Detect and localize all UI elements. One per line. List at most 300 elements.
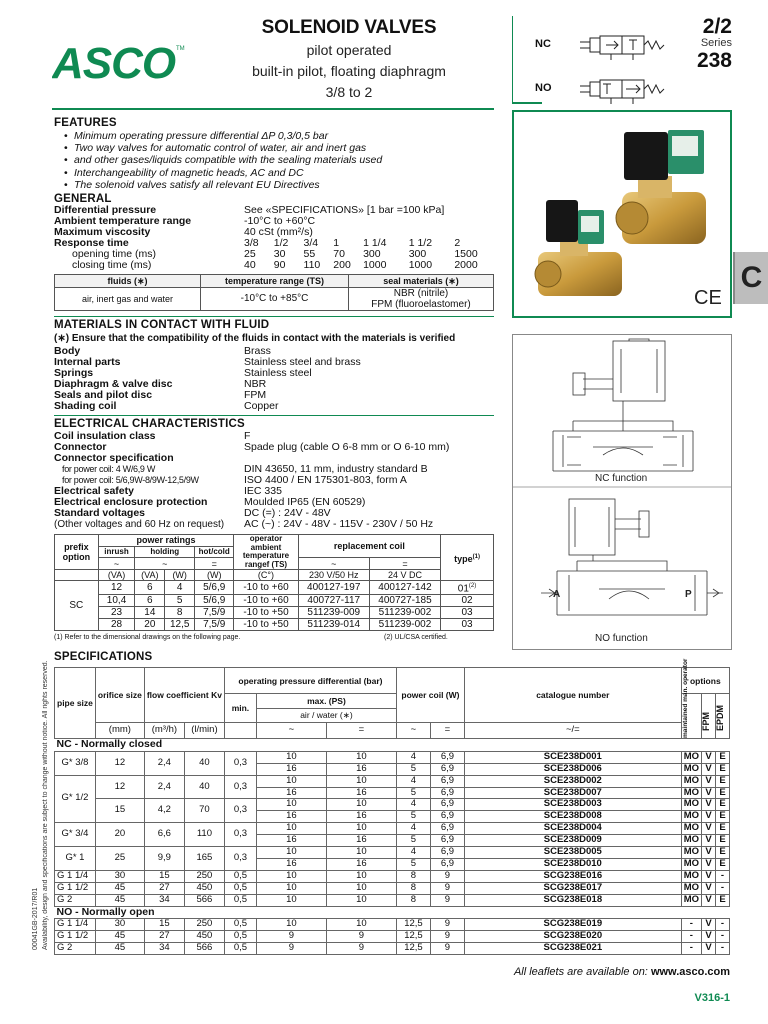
side-doccode: 00041GB-2017/R01 xyxy=(32,887,39,950)
material-value: Brass xyxy=(244,345,271,357)
prop-value: See «SPECIFICATIONS» [1 bar =100 kPa] xyxy=(244,204,445,216)
unit: ~ xyxy=(256,723,326,739)
valve-symbols xyxy=(512,22,682,106)
electrical-key: Connector specification xyxy=(54,452,174,464)
spec-value: G 1 1/2 xyxy=(55,931,96,943)
spec-value: 6,9 xyxy=(430,775,464,787)
electrical-key: for power coil: 5/6,9W-8/9W-12,5/9W xyxy=(62,475,199,485)
spec-value: 10 xyxy=(326,919,396,931)
electrical-value: Spade plug (cable O 6-8 mm or O 6-10 mm) xyxy=(244,441,450,453)
spec-value: 0,5 xyxy=(224,870,256,882)
th-holding: holding xyxy=(135,546,195,558)
side-disclaimer: Availability, design and specifications are subject to change without notice. All rights reserved. xyxy=(42,660,49,950)
option-flag: E xyxy=(716,763,730,775)
option-flag: - xyxy=(681,943,701,955)
coil-cell: -10 to +50 xyxy=(234,619,298,631)
option-flag: MO xyxy=(681,823,701,835)
spec-row xyxy=(55,823,730,835)
product-photo-frame xyxy=(512,110,732,318)
th-flow: flow coefficient Kv xyxy=(144,668,224,723)
materials-list xyxy=(54,346,494,412)
coil-cell: 23 xyxy=(98,607,135,619)
nc-label: NC xyxy=(535,38,551,50)
th-options: options xyxy=(681,668,729,694)
materials-heading: MATERIALS IN CONTACT WITH FLUID xyxy=(54,319,270,331)
spec-value: 4 xyxy=(396,847,430,859)
material-key: Diaphragm & valve disc xyxy=(54,378,173,390)
catalogue-number: SCG238E020 xyxy=(464,931,681,943)
th-operating: operating pressure differential (bar) xyxy=(224,668,396,694)
specs-table xyxy=(54,658,730,955)
asco-logo xyxy=(52,40,190,86)
catalogue-number: SCE238D002 xyxy=(464,775,681,787)
port-p-label: P xyxy=(685,589,692,600)
material-value: FPM xyxy=(244,389,267,401)
spec-value: 10 xyxy=(326,847,396,859)
temp-cell: -10°C to +85°C xyxy=(201,288,349,311)
prop-key: Differential pressure xyxy=(54,204,157,216)
spec-value: 9 xyxy=(430,919,464,931)
th-ambient: operator ambient temperature rangef (TS) xyxy=(234,535,298,570)
spec-value: 15 xyxy=(144,870,184,882)
spec-value: 5 xyxy=(396,835,430,847)
product-photo xyxy=(514,112,730,316)
electrical-key: Coil insulation class xyxy=(54,430,156,442)
spec-lmin: 165 xyxy=(184,847,224,871)
catalogue-number: SCE238D010 xyxy=(464,858,681,870)
type-value: 01 xyxy=(457,583,469,595)
th-coil: power coil (W) xyxy=(396,668,464,723)
spec-value: 6,9 xyxy=(430,858,464,870)
spec-value: G 1 1/4 xyxy=(55,870,96,882)
spec-value: 15 xyxy=(144,919,184,931)
coil-cell: 7,5/9 xyxy=(195,607,234,619)
spec-value: 450 xyxy=(184,931,224,943)
electrical-list xyxy=(54,431,494,530)
prop-key: Ambient temperature range xyxy=(54,215,192,227)
material-row xyxy=(54,401,494,412)
spec-min: 0,3 xyxy=(224,775,256,799)
time-value: 90 xyxy=(273,259,286,271)
spec-value: 10 xyxy=(256,775,326,787)
option-flag: V xyxy=(702,847,716,859)
spec-value: 12,5 xyxy=(396,931,430,943)
time-value: 2000 xyxy=(454,259,478,271)
page-title: SOLENOID VALVES xyxy=(261,17,437,38)
prop-value: -10°C to +60°C xyxy=(244,215,316,227)
electrical-value: Moulded IP65 (EN 60529) xyxy=(244,496,366,508)
sym-ac: ~ xyxy=(98,558,135,570)
spec-min: 0,3 xyxy=(224,799,256,823)
catalogue-number: SCG238E016 xyxy=(464,870,681,882)
spec-value: 45 xyxy=(95,931,144,943)
no-symbol-icon xyxy=(578,72,682,108)
spec-pipe: G* 1 xyxy=(55,847,96,871)
port-a-label: A xyxy=(553,589,561,600)
footer-url[interactable]: www.asco.com xyxy=(650,966,730,978)
spec-value: 9 xyxy=(256,943,326,955)
electrical-key: for power coil: 4 W/6,9 W xyxy=(62,464,156,474)
fluid-header: fluids (∗) xyxy=(55,275,201,288)
th-mo: maintained man. operator xyxy=(681,658,689,738)
spec-value: 10 xyxy=(256,799,326,811)
electrical-value: F xyxy=(244,430,251,442)
option-flag: MO xyxy=(681,751,701,763)
coil-cell: 5 xyxy=(165,595,195,607)
coil-table: prefix option power ratings operator ambient temperature rangef (TS) replacement coil type$^{(1)}$ inrush holding hot/cold ~ ~ = ~ = (VA) (VA) (W) (W) (C°) 230 V/50 Hz 24 V DC SC 12 6 4 5/6,9 -10 to +60 400127-197 400127-142 01$^{(2)}$ 10,4 6 5 5/6,9 -10 to +60 400727-117 400727-185 02 23 14 8 7,5/9 -10 to +50 511239-009 511239-002 03 28 20 12,5 7,5/9 -10 to +50 511239-014 511239-002 03 xyxy=(54,534,494,631)
sym-ac: ~ xyxy=(298,558,369,570)
material-key: Seals and pilot disc xyxy=(54,389,153,401)
option-flag: V xyxy=(702,751,716,763)
option-flag: V xyxy=(702,763,716,775)
spec-value: 566 xyxy=(184,894,224,906)
spec-value: 9 xyxy=(326,943,396,955)
spec-value: 10 xyxy=(326,882,396,894)
spec-value: 250 xyxy=(184,870,224,882)
series-ways: 2/2 xyxy=(702,15,732,38)
coil-row xyxy=(55,619,494,631)
spec-value: 10 xyxy=(256,894,326,906)
divider xyxy=(54,316,494,317)
spec-value: 10 xyxy=(326,823,396,835)
subtitle-3: 3/8 to 2 xyxy=(325,84,373,100)
spec-orif: 20 xyxy=(95,823,144,847)
spec-min: 0,3 xyxy=(224,823,256,847)
electrical-key: Electrical enclosure protection xyxy=(54,496,208,508)
coil-cell: 14 xyxy=(135,607,165,619)
time-value: 1000 xyxy=(408,259,433,271)
coil-cell: 10,4 xyxy=(98,595,135,607)
spec-value: 250 xyxy=(184,919,224,931)
section-tab: C xyxy=(733,252,768,304)
option-flag: MO xyxy=(681,775,701,787)
time-value: 1/2 xyxy=(273,237,289,249)
divider xyxy=(54,415,494,416)
spec-group-title: NC - Normally closed xyxy=(55,739,730,752)
spec-value: 9 xyxy=(256,931,326,943)
spec-kv: 9,9 xyxy=(144,847,184,871)
th-max: max. (PS) xyxy=(256,694,396,709)
option-flag: - xyxy=(716,931,730,943)
spec-value: G 2 xyxy=(55,943,96,955)
spec-row xyxy=(55,847,730,859)
catalogue-number: SCE238D007 xyxy=(464,787,681,799)
spec-lmin: 70 xyxy=(184,799,224,823)
spec-lmin: 40 xyxy=(184,751,224,775)
option-flag: E xyxy=(716,775,730,787)
prop-key: closing time (ms) xyxy=(72,259,152,271)
coil-cell xyxy=(441,581,494,595)
spec-value: 10 xyxy=(256,882,326,894)
option-flag: MO xyxy=(681,811,701,823)
sym-dc: = xyxy=(195,558,234,570)
coil-cell: 400127-142 xyxy=(369,581,440,595)
unit: (W) xyxy=(195,570,234,581)
spec-value: 12,5 xyxy=(396,943,430,955)
features-heading: FEATURES xyxy=(54,117,117,129)
material-value: Stainless steel xyxy=(244,367,312,379)
nc-caption: NC function xyxy=(595,473,648,484)
coil-cell: -10 to +60 xyxy=(234,595,298,607)
spec-value: 10 xyxy=(326,870,396,882)
material-value: NBR xyxy=(244,378,267,390)
time-value: 1 xyxy=(333,237,340,249)
spec-row xyxy=(55,751,730,763)
specs-heading: SPECIFICATIONS xyxy=(54,651,153,663)
spec-pipe: G* 1/2 xyxy=(55,775,96,823)
spec-value: 10 xyxy=(256,919,326,931)
option-flag: V xyxy=(702,823,716,835)
option-flag: MO xyxy=(681,858,701,870)
electrical-key: Connector xyxy=(54,441,107,453)
coil-cell: 511239-002 xyxy=(369,607,440,619)
coil-cell: 12,5 xyxy=(165,619,195,631)
spec-value: 10 xyxy=(326,751,396,763)
electrical-value: IEC 335 xyxy=(244,485,282,497)
option-flag: E xyxy=(716,894,730,906)
catalogue-number: SCE238D009 xyxy=(464,835,681,847)
electrical-value: DC (=) : 24V - 48V xyxy=(244,507,331,519)
spec-value: 566 xyxy=(184,943,224,955)
catalogue-number: SCE238D008 xyxy=(464,811,681,823)
spec-row xyxy=(55,882,730,894)
spec-value: 16 xyxy=(326,787,396,799)
nc-symbol-icon xyxy=(578,28,682,64)
option-flag: V xyxy=(702,787,716,799)
unit: (C°) xyxy=(234,570,298,581)
option-flag: E xyxy=(716,751,730,763)
spec-group-title: NO - Normally open xyxy=(55,906,730,919)
option-flag: MO xyxy=(681,799,701,811)
spec-value: 6,9 xyxy=(430,847,464,859)
coil-cell: 400727-185 xyxy=(369,595,440,607)
spec-value: 4 xyxy=(396,775,430,787)
spec-value: 34 xyxy=(144,894,184,906)
spec-value: 8 xyxy=(396,882,430,894)
spec-value: 10 xyxy=(256,751,326,763)
footer-leaflets xyxy=(514,966,730,978)
unit: (W) xyxy=(165,570,195,581)
spec-group-row xyxy=(55,906,730,919)
spec-kv: 2,4 xyxy=(144,751,184,775)
th-type: type xyxy=(454,553,473,564)
coil-row xyxy=(55,581,494,595)
spec-value: 10 xyxy=(256,823,326,835)
coil-cell: 511239-002 xyxy=(369,619,440,631)
coil-row xyxy=(55,607,494,619)
spec-orif: 12 xyxy=(95,775,144,799)
spec-value: 6,9 xyxy=(430,823,464,835)
catalogue-number: SCE238D004 xyxy=(464,823,681,835)
time-value: 300 xyxy=(363,248,381,260)
nc-section-drawing xyxy=(513,335,731,649)
materials-note: (∗) Ensure that the compatibility of the fluids in contact with the materials is verified xyxy=(54,333,456,344)
feature-item: • Interchangeability of magnetic heads, AC and DC xyxy=(62,167,492,179)
option-flag: V xyxy=(702,775,716,787)
spec-value: 16 xyxy=(326,763,396,775)
spec-kv: 6,6 xyxy=(144,823,184,847)
time-value: 1 1/4 xyxy=(363,237,387,249)
footnote-mark: (2) xyxy=(468,583,477,589)
feature-item: • Minimum operating pressure differential ΔP 0,3/0,5 bar xyxy=(62,130,492,142)
general-heading: GENERAL xyxy=(54,193,112,205)
time-value: 40 xyxy=(244,259,256,271)
material-key: Body xyxy=(54,345,81,357)
option-flag: E xyxy=(716,787,730,799)
footer-text: All leaflets are available on: xyxy=(513,966,648,978)
coil-cell: -10 to +50 xyxy=(234,607,298,619)
coil-row xyxy=(55,595,494,607)
header-rule xyxy=(52,108,494,110)
time-value: 25 xyxy=(244,248,256,260)
th-epdm: EPDM xyxy=(715,704,725,731)
unit: (VA) xyxy=(135,570,165,581)
spec-value: 0,5 xyxy=(224,882,256,894)
spec-orif: 15 xyxy=(95,799,144,823)
spec-min: 0,3 xyxy=(224,847,256,871)
th-catalogue: catalogue number xyxy=(464,668,681,723)
option-flag: MO xyxy=(681,763,701,775)
unit: = xyxy=(326,723,396,739)
option-flag: V xyxy=(702,811,716,823)
sym-dc: = xyxy=(369,558,440,570)
option-flag: E xyxy=(716,858,730,870)
fluid-cell: air, inert gas and water xyxy=(55,288,201,311)
spec-value: 16 xyxy=(326,835,396,847)
spec-value: 9 xyxy=(430,870,464,882)
spec-value: 5 xyxy=(396,763,430,775)
spec-value: 0,5 xyxy=(224,919,256,931)
ce-mark: CE xyxy=(694,287,722,309)
spec-value: 0,5 xyxy=(224,943,256,955)
prop-key: opening time (ms) xyxy=(72,248,157,260)
prefix-cell: SC xyxy=(55,581,99,631)
unit: (VA) xyxy=(98,570,135,581)
unit: (l/min) xyxy=(184,723,224,739)
time-value: 300 xyxy=(408,248,427,260)
series-word: Series xyxy=(700,37,732,49)
coil-cell: 03 xyxy=(441,607,494,619)
option-flag: V xyxy=(702,799,716,811)
spec-value: 6,9 xyxy=(430,763,464,775)
spec-value: 9 xyxy=(430,931,464,943)
spec-value: G 2 xyxy=(55,894,96,906)
spec-value: 27 xyxy=(144,931,184,943)
unit: (m³/h) xyxy=(144,723,184,739)
option-flag: V xyxy=(702,858,716,870)
coil-cell: 03 xyxy=(441,619,494,631)
spec-value: 6,9 xyxy=(430,835,464,847)
page-code: V316-1 xyxy=(694,992,730,1004)
option-flag: E xyxy=(716,799,730,811)
option-flag: V xyxy=(702,894,716,906)
option-flag: V xyxy=(702,835,716,847)
spec-value: 0,5 xyxy=(224,894,256,906)
coil-cell: 5/6,9 xyxy=(195,581,234,595)
no-caption: NO function xyxy=(595,633,648,644)
spec-value: 5 xyxy=(396,858,430,870)
spec-row xyxy=(55,919,730,931)
spec-kv: 2,4 xyxy=(144,775,184,799)
spec-value: 4 xyxy=(396,823,430,835)
th-orifice: orifice size xyxy=(95,668,144,723)
spec-value: 34 xyxy=(144,943,184,955)
title-block xyxy=(220,16,478,103)
catalogue-number: SCE238D001 xyxy=(464,751,681,763)
prop-value: 40 cSt (mm²/s) xyxy=(244,226,313,238)
time-value: 2 xyxy=(454,237,461,249)
spec-value: 4 xyxy=(396,751,430,763)
fluid-table xyxy=(54,274,494,311)
electrical-key: (Other voltages and 60 Hz on request) xyxy=(54,519,225,530)
spec-row xyxy=(55,799,730,811)
coil-cell: 7,5/9 xyxy=(195,619,234,631)
time-value: 1000 xyxy=(363,259,387,271)
catalogue-number: SCE238D006 xyxy=(464,763,681,775)
th-prefix: prefix option xyxy=(55,535,99,570)
spec-value: 6,9 xyxy=(430,799,464,811)
th-airwater: air / water (∗) xyxy=(256,708,396,723)
seal-cell: NBR (nitrile) xyxy=(393,288,449,299)
temp-header: temperature range (TS) xyxy=(201,275,349,288)
spec-value: 8 xyxy=(396,894,430,906)
spec-kv: 4,2 xyxy=(144,799,184,823)
coil-cell: 6 xyxy=(135,581,165,595)
spec-value: 16 xyxy=(256,858,326,870)
th-fpm: FPM xyxy=(701,712,711,731)
unit: = xyxy=(430,723,464,739)
spec-row xyxy=(55,931,730,943)
feature-item-cont: • and other gases/liquids compatible with the sealing materials used xyxy=(62,154,492,166)
option-flag: E xyxy=(716,847,730,859)
catalogue-number: SCE238D005 xyxy=(464,847,681,859)
electrical-value: ISO 4400 / EN 175301-803, form A xyxy=(244,474,407,486)
unit: 24 V DC xyxy=(369,570,440,581)
coil-cell: 511239-014 xyxy=(298,619,369,631)
coil-cell: 511239-009 xyxy=(298,607,369,619)
spec-value: 10 xyxy=(326,775,396,787)
logo-tm: TM xyxy=(176,46,185,52)
option-flag: MO xyxy=(681,835,701,847)
option-flag: V xyxy=(702,882,716,894)
spec-value: 16 xyxy=(256,787,326,799)
material-value: Stainless steel and brass xyxy=(244,356,361,368)
time-value: 3/8 xyxy=(244,237,259,249)
spec-value: 16 xyxy=(256,811,326,823)
option-flag: MO xyxy=(681,894,701,906)
spec-pipe: G* 3/4 xyxy=(55,823,96,847)
th-power: power ratings xyxy=(98,535,234,547)
option-flag: E xyxy=(716,823,730,835)
electrical-key: Standard voltages xyxy=(54,507,146,519)
coil-cell: 6 xyxy=(135,595,165,607)
spec-value: 16 xyxy=(326,811,396,823)
spec-row xyxy=(55,775,730,787)
time-value: 55 xyxy=(303,248,316,260)
unit: (mm) xyxy=(95,723,144,739)
spec-value: 9 xyxy=(326,931,396,943)
spec-row xyxy=(55,894,730,906)
option-flag: MO xyxy=(681,847,701,859)
spec-value: 45 xyxy=(95,943,144,955)
material-key: Springs xyxy=(54,367,94,379)
coil-cell: -10 to +60 xyxy=(234,581,298,595)
option-flag: - xyxy=(716,943,730,955)
prop-key: Response time xyxy=(54,237,129,249)
subtitle-2: built-in pilot, floating diaphragm xyxy=(252,63,446,79)
spec-pipe: G* 3/8 xyxy=(55,751,96,775)
coil-cell: 4 xyxy=(165,581,195,595)
